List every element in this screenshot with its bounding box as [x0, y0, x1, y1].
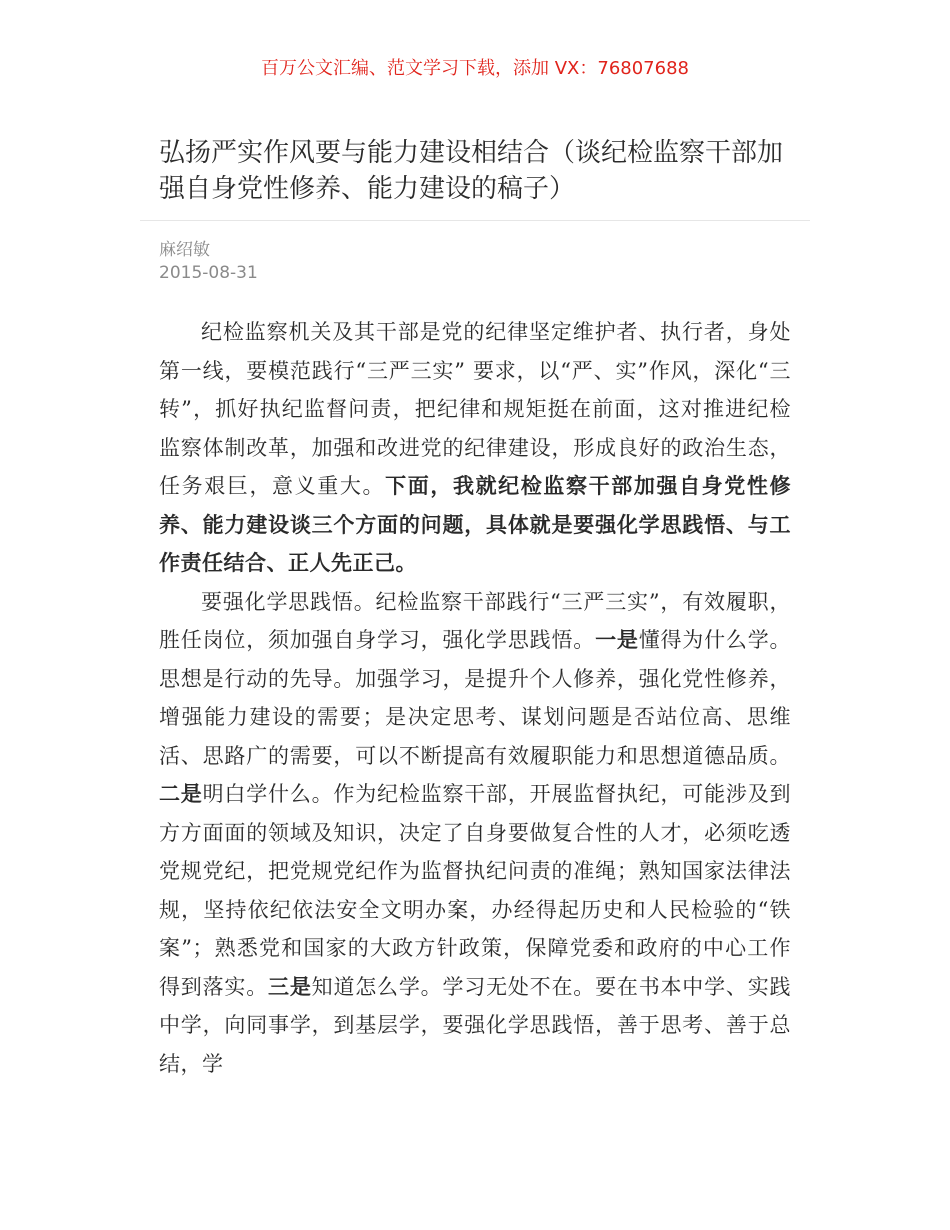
paragraph-text: 明白学什么。作为纪检监察干部，开展监督执纪，可能涉及到方方面面的领域及知识，决定了自身要做复合性的人才，必须吃透党规党纪，把党规党纪作为监督执纪问责的准绳；熟知国家法律法规，坚持依纪依法安全文明办案，办经得起历史和人民检验的“铁案”；熟悉党和国家的大政方针政策，保障党委和政府的中心工作得到落实。 [159, 782, 791, 999]
paragraph-text: 懂得为什么学。思想是行动的先导。加强学习，是提升个人修养，强化党性修养，增强能力建设的需要；是决定思考、谋划问题是否站位高、思维活、思路广的需要，可以不断提高有效履职能力和思想道德品质。 [159, 628, 791, 768]
point-one-label: 一是 [595, 628, 639, 652]
paragraph-text: 纪检监察机关及其干部是党的纪律坚定维护者、执行者，身处第一线，要模范践行“三严三实” 要求，以“严、实”作风，深化“三转”，抓好执纪监督问责，把纪律和规矩挺在前面，这对推进纪检监察体制改革，加强和改进党的纪律建设，形成良好的政治生态，任务艰巨，意义重大。 [159, 320, 791, 498]
paragraph-study [159, 583, 791, 1084]
paragraph-text: 知道怎么学。学习无处不在。要在书本中学、实践中学，向同事学，到基层学，要强化学思践悟，善于思考、善于总结，学 [159, 974, 791, 1076]
article-body [159, 313, 791, 1133]
article-title: 弘扬严实作风要与能力建设相结合（谈纪检监察干部加强自身党性修养、能力建设的稿子） [159, 138, 784, 204]
paragraph-intro [159, 313, 791, 583]
title-divider [140, 220, 810, 221]
paragraph-text: 要强化学思践悟。纪检监察干部践行“三严三实”，有效履职，胜任岗位，须加强自身学习，强化学思践悟。 [159, 589, 791, 652]
download-banner: 百万公文汇编、范文学习下载，添加 VX：76807688 [261, 58, 689, 79]
point-two-label: 二是 [159, 782, 203, 806]
emphasis-text: 下面，我就纪检监察干部加强自身党性修养、能力建设谈三个方面的问题，具体就是要强化学思践悟、与工作责任结合、正人先正己。 [159, 474, 791, 575]
article-author: 麻绍敏 [159, 240, 210, 260]
article-date: 2015-08-31 [159, 263, 258, 283]
point-three-label: 三是 [268, 974, 312, 999]
